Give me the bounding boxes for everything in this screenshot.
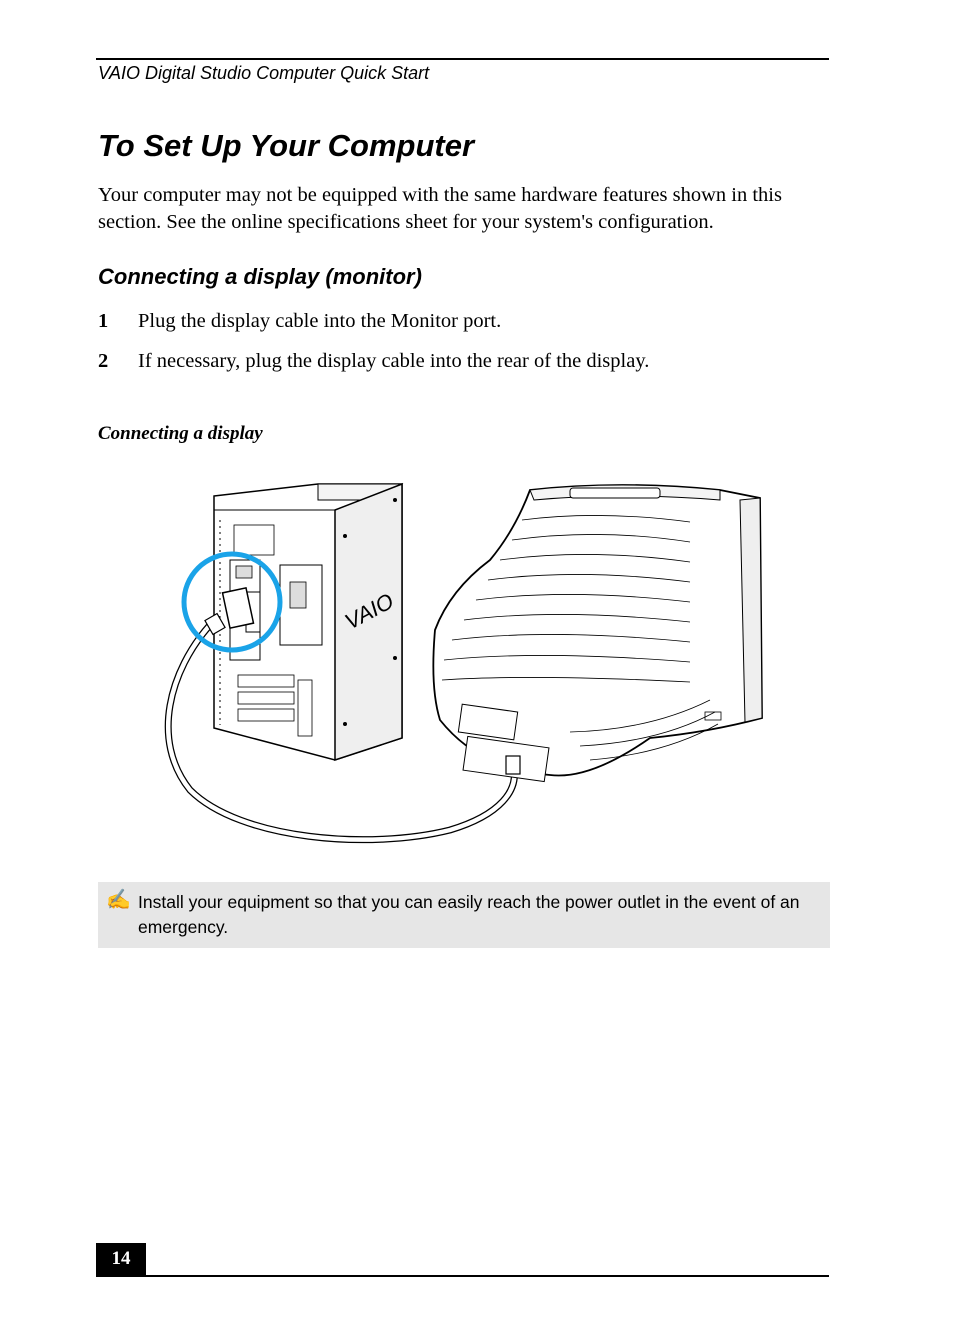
- intro-paragraph: Your computer may not be equipped with the same hardware features shown in this section. See the online specifications sheet for your system's configuration.: [98, 184, 782, 233]
- step-text: Plug the display cable into the Monitor port.: [138, 310, 502, 332]
- figure-caption: Connecting a display: [98, 423, 263, 444]
- page-number: 14: [96, 1243, 146, 1277]
- running-header: VAIO Digital Studio Computer Quick Start: [98, 63, 430, 83]
- connecting-display-illustration: [150, 470, 790, 860]
- header-rule: [96, 58, 829, 60]
- note-text: Install your equipment so that you can easily reach the power outlet in the event of an emergency.: [138, 892, 800, 937]
- note-box: [98, 882, 830, 948]
- vaio-logo: VAIO: [340, 588, 398, 635]
- footer-rule: [96, 1275, 829, 1277]
- page-title: To Set Up Your Computer: [98, 128, 475, 163]
- pencil-note-icon: ✍: [106, 889, 131, 911]
- section-heading: Connecting a display (monitor): [98, 264, 422, 289]
- computer-tower: [205, 484, 402, 760]
- step-text: If necessary, plug the display cable into the rear of the display.: [138, 350, 650, 372]
- step-number: 1: [98, 310, 109, 332]
- crt-monitor: [433, 485, 762, 782]
- step-number: 2: [98, 350, 109, 372]
